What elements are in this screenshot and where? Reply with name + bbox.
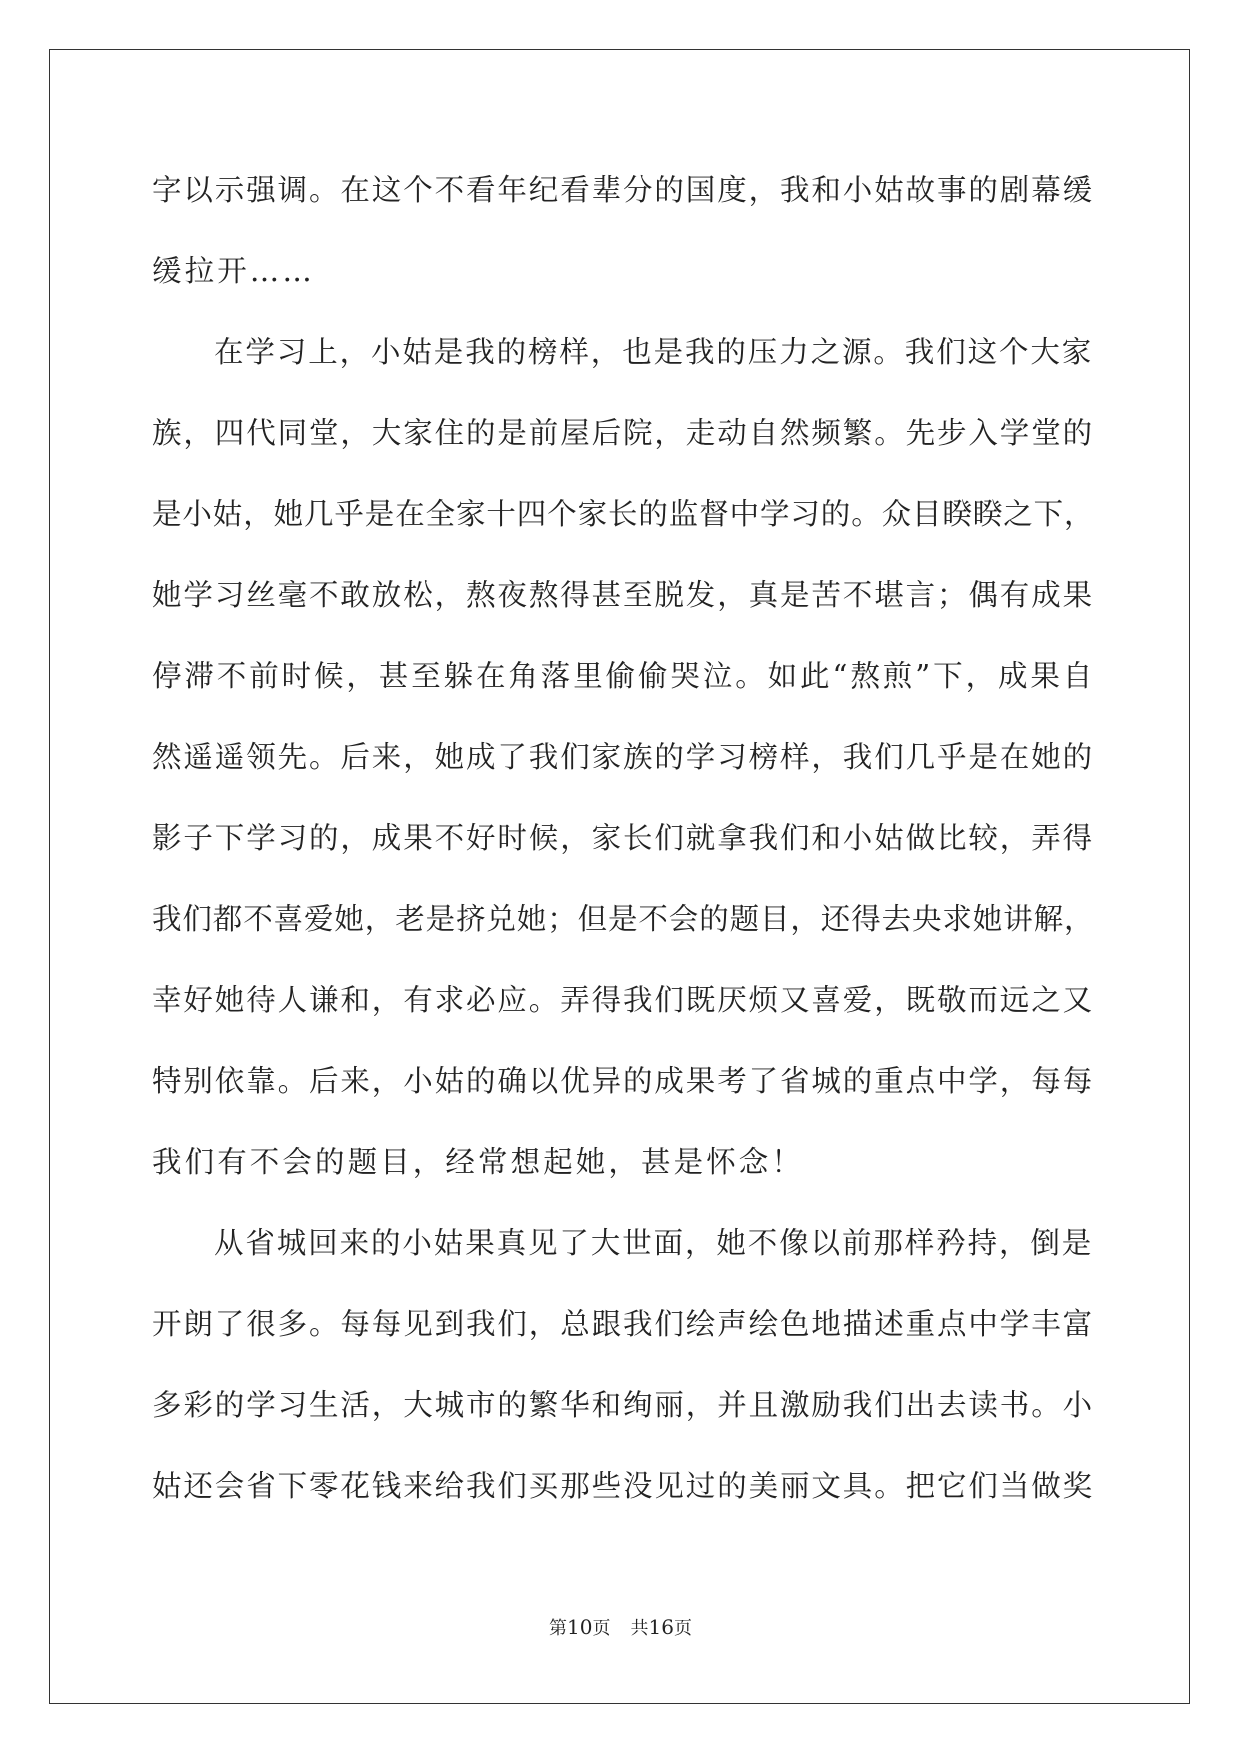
total-pages: 16 [648,1615,674,1639]
text-line: 停滞不前时候，甚至躲在角落里偷偷哭泣。如此“熬煎”下，成果自 [152,659,1096,693]
text-line: 在学习上，小姑是我的榜样，也是我的压力之源。我们这个大家 [214,335,1094,369]
text-line: 缓拉开…… [152,254,315,288]
text-line: 她学习丝毫不敢放松，熬夜熬得甚至脱发，真是苦不堪言；偶有成果 [152,578,1095,612]
text-line: 字以示强调。在这个不看年纪看辈分的国度，我和小姑故事的剧幕缓 [152,173,1095,207]
total-prefix: 共 [630,1618,649,1639]
text-line: 从省城回来的小姑果真见了大世面，她不像以前那样矜持，倒是 [214,1226,1094,1260]
page-prefix: 第 [549,1618,568,1639]
text-line: 族，四代同堂，大家住的是前屋后院，走动自然频繁。先步入学堂的 [152,416,1095,450]
page-number: 10 [567,1615,593,1639]
text-line: 是小姑，她几乎是在全家十四个家长的监督中学习的。众目睽睽之下， [152,497,1095,531]
text-line: 多彩的学习生活，大城市的繁华和绚丽，并且激励我们出去读书。小 [152,1388,1095,1422]
total-suffix: 页 [673,1618,692,1639]
text-line: 我们都不喜爱她，老是挤兑她；但是不会的题目，还得去央求她讲解， [152,902,1095,936]
page-footer [0,1614,1241,1640]
text-line: 姑还会省下零花钱来给我们买那些没见过的美丽文具。把它们当做奖 [152,1469,1095,1503]
text-line: 开朗了很多。每每见到我们，总跟我们绘声绘色地描述重点中学丰富 [152,1307,1095,1341]
text-line: 然遥遥领先。后来，她成了我们家族的学习榜样，我们几乎是在她的 [152,740,1095,774]
text-line: 我们有不会的题目，经常想起她，甚是怀念！ [152,1145,805,1179]
document-body [152,160,1097,1537]
text-line: 影子下学习的，成果不好时候，家长们就拿我们和小姑做比较，弄得 [152,821,1095,855]
text-line: 幸好她待人谦和，有求必应。弄得我们既厌烦又喜爱，既敬而远之又 [152,983,1095,1017]
text-line: 特别依靠。后来，小姑的确以优异的成果考了省城的重点中学，每每 [152,1064,1095,1098]
page-suffix: 页 [592,1618,611,1639]
